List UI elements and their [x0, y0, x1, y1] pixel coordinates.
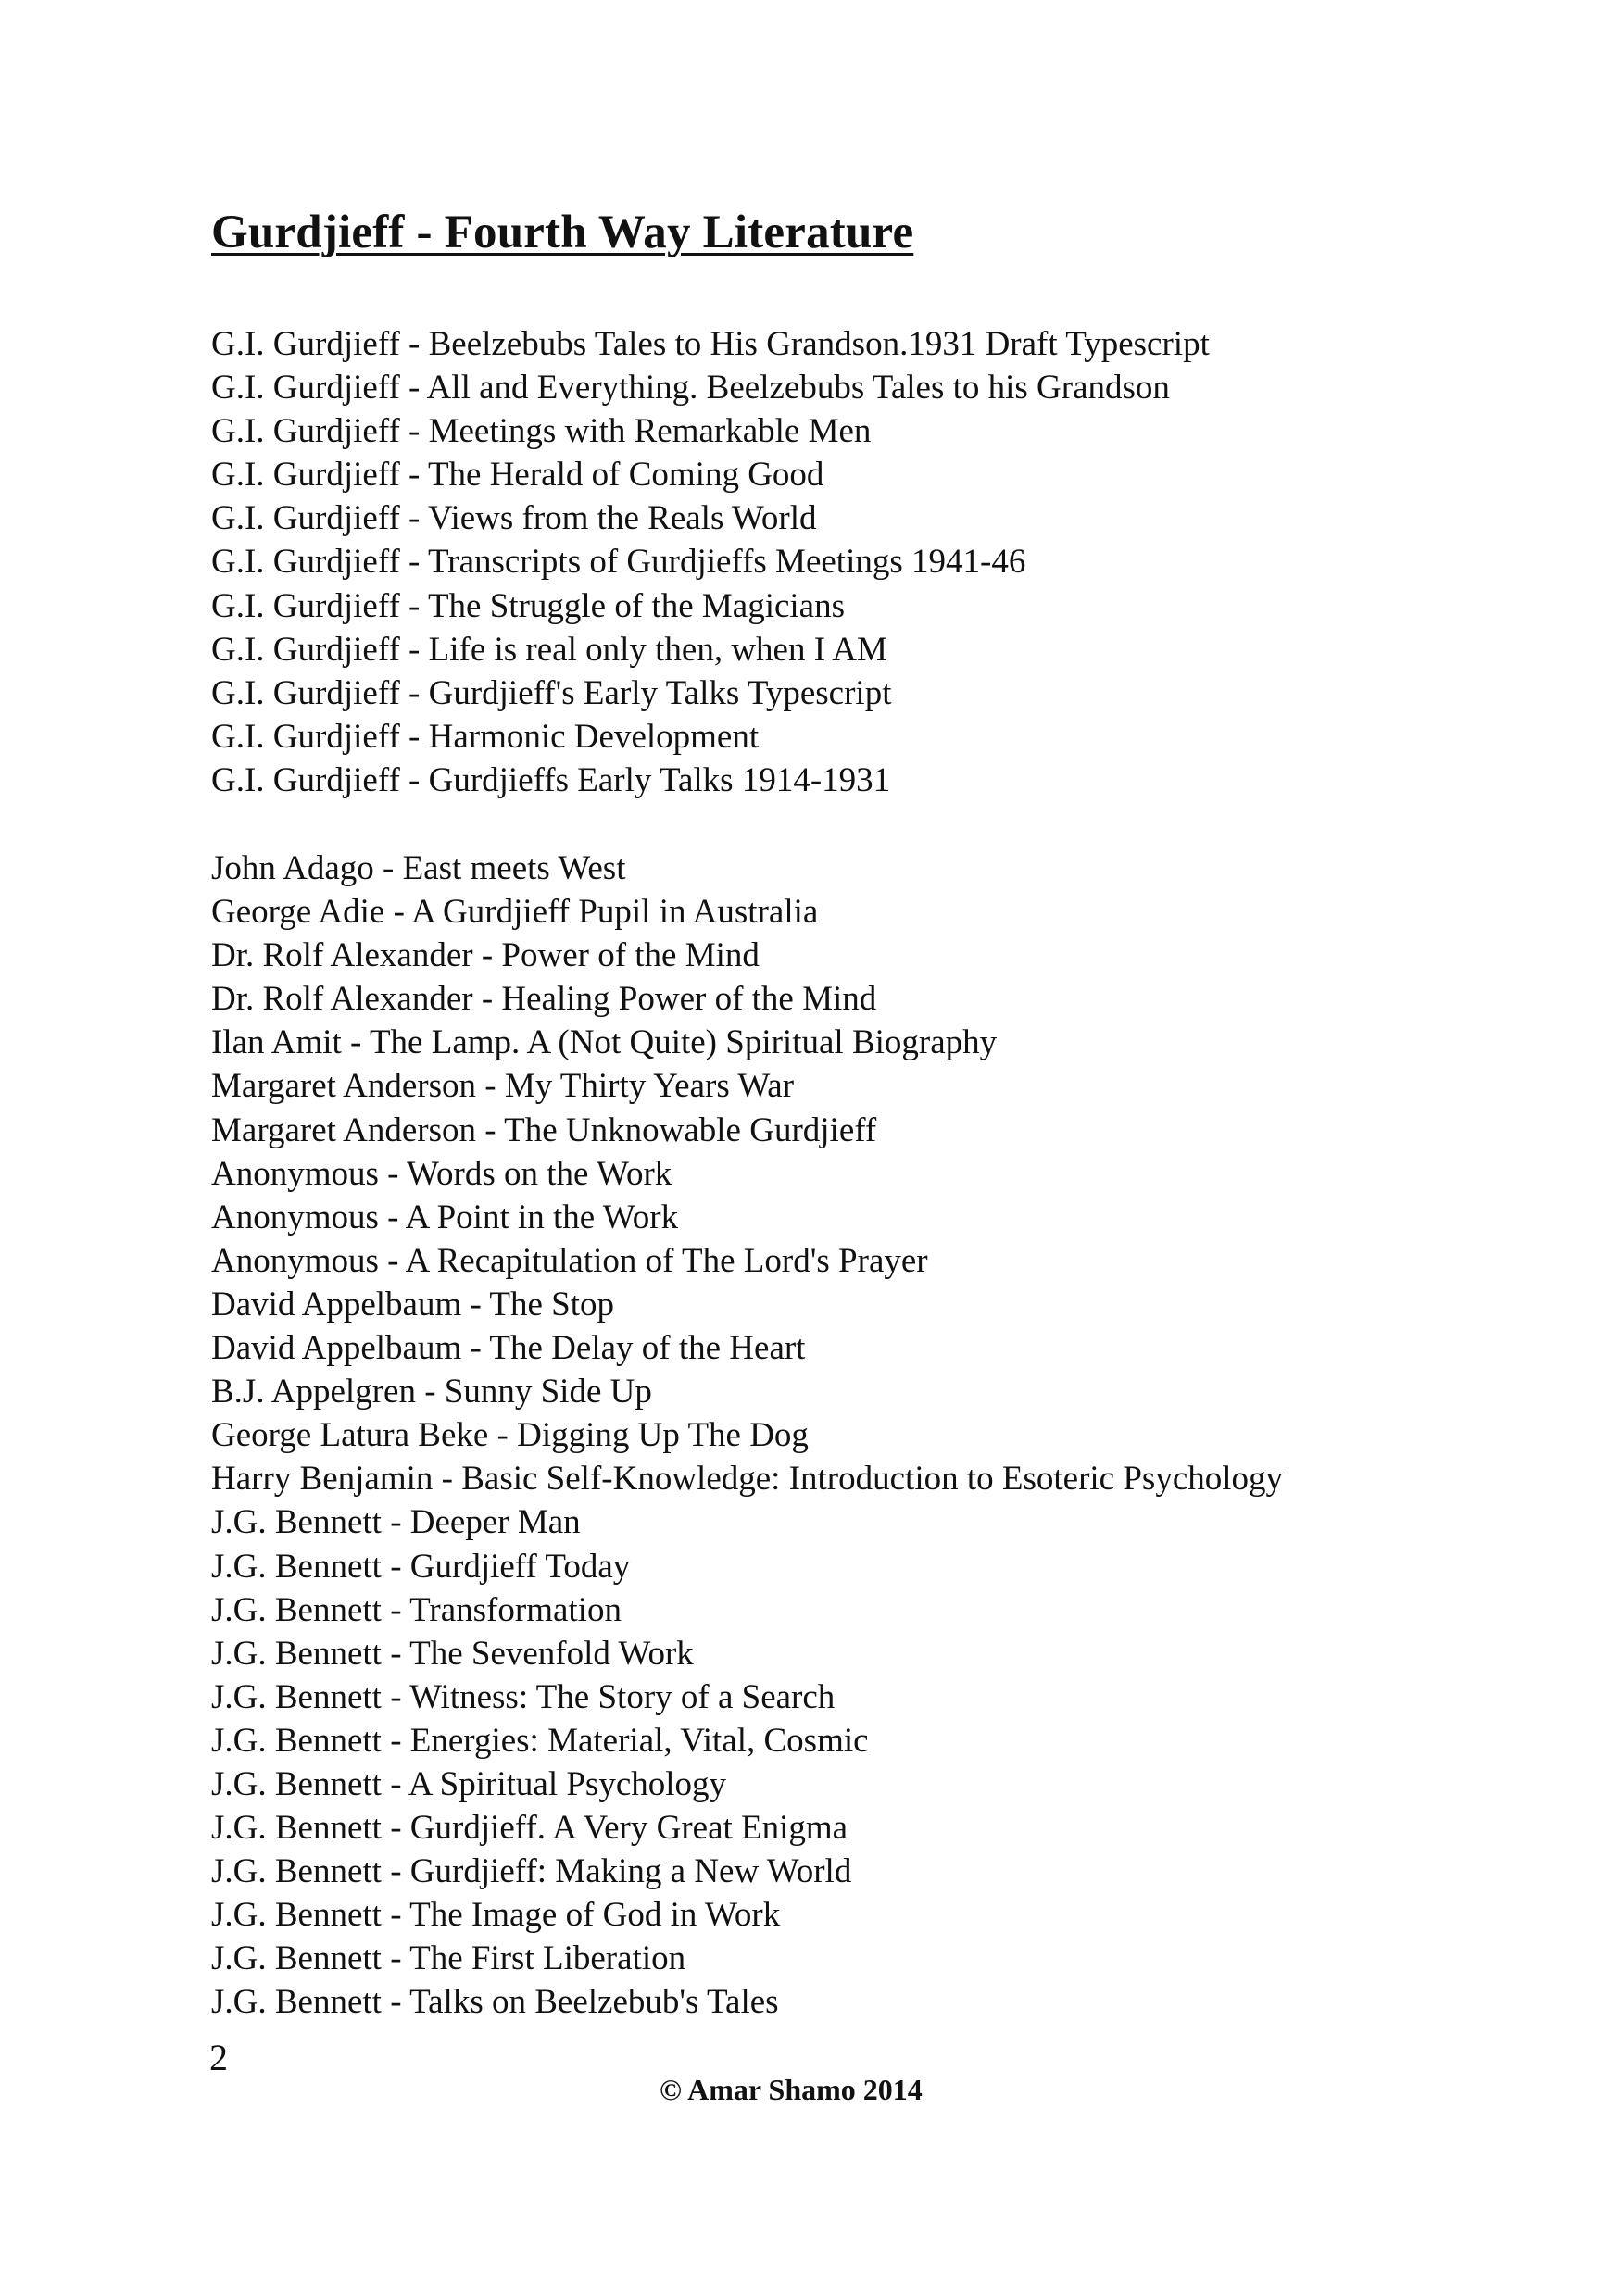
list-item: Anonymous - A Point in the Work: [211, 1198, 679, 1236]
page-number: 2: [209, 2037, 228, 2078]
list-item: Margaret Anderson - The Unknowable Gurdjieff: [211, 1110, 877, 1149]
list-item: Dr. Rolf Alexander - Healing Power of the Mind: [211, 980, 877, 1019]
list-item: J.G. Bennett - Transformation: [211, 1590, 622, 1629]
list-item: G.I. Gurdjieff - Views from the Reals World: [211, 499, 817, 538]
other-authors-list: [211, 847, 1283, 2025]
list-item: J.G. Bennett - A Spiritual Psychology: [211, 1764, 727, 1803]
list-item: George Adie - A Gurdjieff Pupil in Australia: [211, 893, 819, 932]
list-item: J.G. Bennett - Witness: The Story of a Search: [211, 1677, 836, 1716]
list-item: G.I. Gurdjieff - Life is real only then, when I AM: [211, 630, 887, 669]
list-item: G.I. Gurdjieff - Gurdjieffs Early Talks 1914-1931: [211, 760, 891, 799]
list-item: J.G. Bennett - Gurdjieff Today: [211, 1547, 631, 1586]
list-item: G.I. Gurdjieff - The Struggle of the Magicians: [211, 586, 845, 625]
list-item: Harry Benjamin - Basic Self-Knowledge: Introduction to Esoteric Psychology: [211, 1460, 1284, 1499]
list-item: George Latura Beke - Digging Up The Dog: [211, 1416, 809, 1455]
list-item: Margaret Anderson - My Thirty Years War: [211, 1067, 795, 1106]
page-title: Gurdjieff - Fourth Way Literature: [211, 207, 914, 258]
list-item: B.J. Appelgren - Sunny Side Up: [211, 1373, 652, 1411]
list-item: G.I. Gurdjieff - The Herald of Coming Good: [211, 456, 824, 495]
list-item: J.G. Bennett - Deeper Man: [211, 1503, 581, 1542]
list-item: G.I. Gurdjieff - Meetings with Remarkable Men: [211, 412, 872, 451]
list-item: Dr. Rolf Alexander - Power of the Mind: [211, 936, 760, 975]
list-item: G.I. Gurdjieff - Harmonic Development: [211, 717, 760, 756]
list-item: J.G. Bennett - Gurdjieff. A Very Great Enigma: [211, 1809, 848, 1848]
list-item: David Appelbaum - The Delay of the Heart: [211, 1329, 806, 1368]
list-item: G.I. Gurdjieff - All and Everything. Beelzebubs Tales to his Grandson: [211, 369, 1170, 408]
list-item: J.G. Bennett - Gurdjieff: Making a New World: [211, 1852, 852, 1891]
list-item: J.G. Bennett - The Image of God in Work: [211, 1896, 781, 1935]
list-item: J.G. Bennett - The First Liberation: [211, 1939, 686, 1978]
list-item: G.I. Gurdjieff - Gurdjieff's Early Talks Typescript: [211, 673, 892, 712]
list-item: J.G. Bennett - The Sevenfold Work: [211, 1634, 694, 1673]
list-item: Ilan Amit - The Lamp. A (Not Quite) Spiritual Biography: [211, 1023, 998, 1062]
gurdjieff-works-list: [211, 322, 1210, 802]
list-item: J.G. Bennett - Energies: Material, Vital, Cosmic: [211, 1721, 869, 1760]
list-item: John Adago - East meets West: [211, 849, 626, 887]
list-item: David Appelbaum - The Stop: [211, 1285, 615, 1324]
copyright-notice: © Amar Shamo 2014: [660, 2073, 923, 2106]
list-item: J.G. Bennett - Talks on Beelzebub's Tales: [211, 1983, 779, 2022]
list-item: Anonymous - A Recapitulation of The Lord's Prayer: [211, 1241, 928, 1280]
list-item: G.I. Gurdjieff - Transcripts of Gurdjieffs Meetings 1941-46: [211, 543, 1026, 582]
list-item: G.I. Gurdjieff - Beelzebubs Tales to His Grandson.1931 Draft Typescript: [211, 325, 1210, 363]
list-item: Anonymous - Words on the Work: [211, 1154, 672, 1193]
